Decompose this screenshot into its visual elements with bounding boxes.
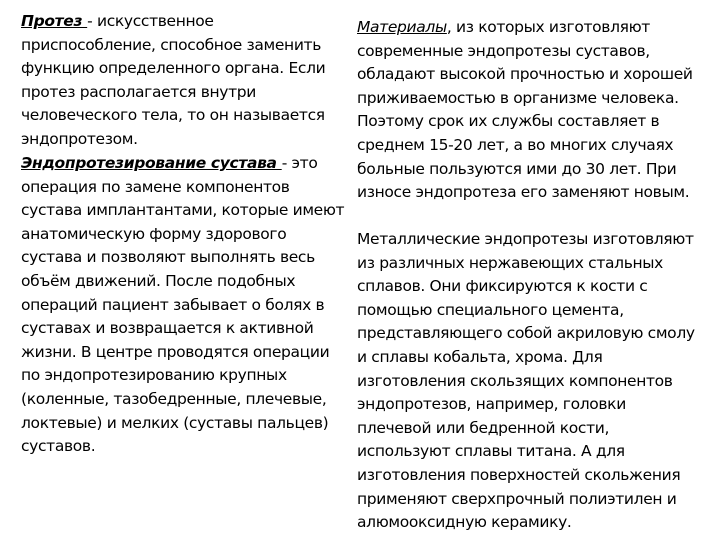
prosthesis-term: Протез bbox=[21, 12, 88, 30]
materials-paragraph bbox=[357, 16, 699, 205]
metal-endoprostheses-text: Металлические эндопротезы изготовляют из различных нержавеющих стальных сплавов. Они фиксируются к кости с помощью специального цемента, представляющего собой акриловую смолу и сплавы кобальта, хрома. Для изготовления скользящих компонентов эндопротезов, например, головки плечевой или бедренной кости, используют сплавы титана. А для изготовления поверхностей скольжения применяют сверхпрочный полиэтилен и алюмооксидную керамику. bbox=[357, 230, 695, 532]
metal-endoprostheses-paragraph bbox=[357, 228, 699, 535]
prosthesis-definition bbox=[21, 10, 349, 152]
endoprosthetics-definition bbox=[21, 152, 349, 459]
materials-text: , из которых изготовляют современные эндопротезы суставов, обладают высокой прочностью и хорошей приживаемостью в организме человека. Поэтому срок их службы составляет в среднем 15-20 лет, а во многих случаях больные пользуются ими до 30 лет. При износе эндопротеза его заменяют новым. bbox=[357, 18, 693, 202]
materials-term: Материалы bbox=[357, 18, 447, 36]
prosthesis-text: - искусственное приспособление, способное заменить функцию определенного органа. Если протез располагается внутри человеческого тела, то он называется эндопротезом. bbox=[21, 12, 326, 148]
endoprosthetics-term: Эндопротезирование сустава bbox=[21, 154, 282, 172]
endoprosthetics-text: - это операция по замене компонентов сустава имплантантами, которые имеют анатомическую форму здорового сустава и позволяют выполнять весь объём движений. После подобных операций пациент забывает о болях в суставах и возвращается к активной жизни. В центре проводятся операции по эндопротезированию крупных (коленные, тазобедренные, плечевые, локтевые) и мелких (суставы пальцев) суставов. bbox=[21, 154, 345, 456]
